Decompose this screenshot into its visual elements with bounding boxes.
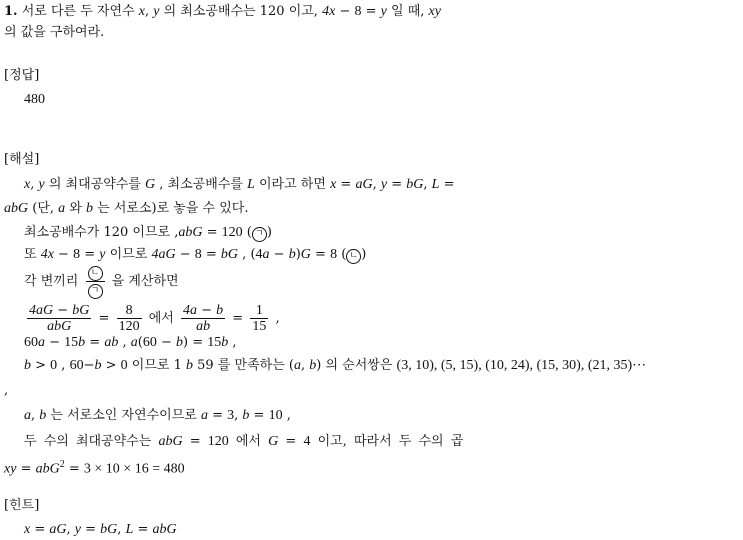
marker-nieun: ㄴ (346, 249, 361, 264)
solution-line: a, b 는 서로소인 자연수이므로 a = 3, b = 10 , (24, 408, 291, 423)
marker-giyeok: ㄱ (252, 227, 267, 242)
solution-line: 최소공배수가 120 이므로 ,abG = 120 ( ㄱ ) (24, 225, 272, 240)
hint-text: x = aG, y = bG, L = abG (24, 522, 177, 537)
solution-label: [해설] (4, 152, 40, 167)
problem-line-2 (4, 25, 104, 41)
solution-line: b > 0 , 60−b > 0 이므로 1 b 59 를 만족하는 (a, b) 의 순서쌍은 (3, 10), (5, 15), (10, 24), (15, 30), (21, 35)⋯ (24, 358, 647, 373)
solution-line: $\frac{4aG - bG}{\text{abG}}$ = $\frac{8}{120}$ 에서 $\frac{4a - b}{ab}$ = $\frac{1}{15}$ , (29, 303, 280, 334)
problem-text: 의 최소공배수는 120 이고, (163, 4, 318, 19)
solution-line: x, y 의 최대공약수를 G , 최소공배수를 L 이라고 하면 x = aG, y = bG, L = (24, 177, 455, 192)
problem-text: 의 값을 구하여라. (4, 25, 105, 40)
solution-line: xy = abG$^2$ = 3 × 10 × 16 = 480 (4, 459, 185, 477)
solution-line: 또 4x − 8 = y 이므로 4aG − 8 = bG , (4a − b)G = 8 ( ㄴ ) (24, 247, 367, 262)
solution-line: 두 수의 최대공약수는 abG = 120 에서 G = 4 이고, 따라서 두 수의 곱 (24, 434, 464, 449)
fraction: $\frac{\text{ㄴ}}{\text{ㄱ}}$ (86, 264, 105, 299)
answer-label: [정답] (4, 68, 40, 83)
solution-line: 60a − 15b = ab , a(60 − b) = 15b , (24, 335, 237, 350)
hint-label: [힌트] (4, 498, 40, 513)
problem-text: 일 때, (391, 4, 425, 19)
problem-text: 서로 다른 두 자연수 (21, 4, 135, 19)
solution-line: 각 변끼리 $\frac{\text{ㄴ}}{\text{ㄱ}}$ 을 계산하면 (24, 264, 179, 299)
solution-line: abG (단, a 와 b 는 서로소)로 놓을 수 있다. (4, 201, 249, 216)
problem-number: 1. (4, 4, 18, 19)
answer-value: 480 (24, 92, 45, 107)
problem-line-1: 1. 서로 다른 두 자연수 x, y 의 최소공배수는 120 이고, 4x − 8 = y 일 때, xy (4, 4, 441, 19)
